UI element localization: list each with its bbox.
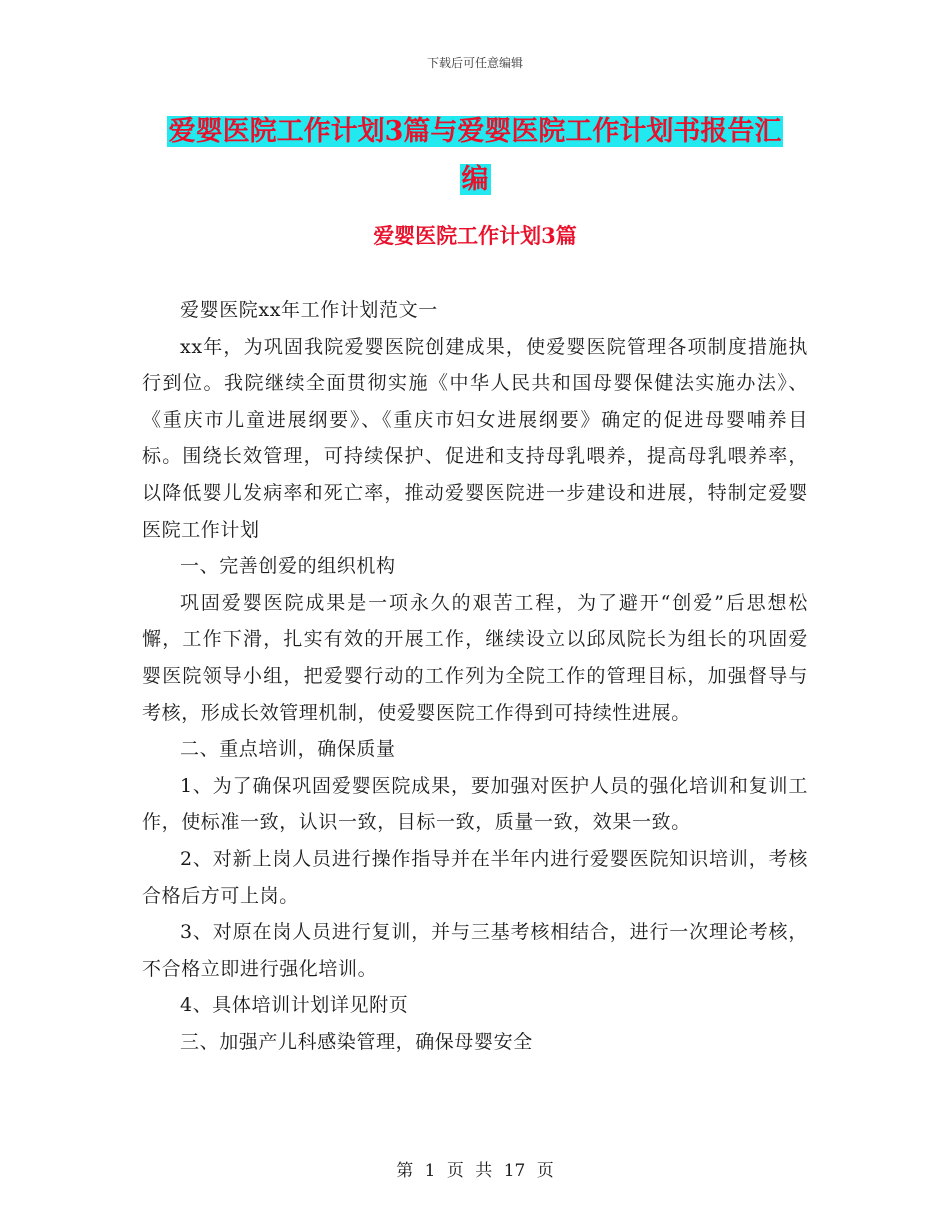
paragraph: 1、为了确保巩固爱婴医院成果，要加强对医护人员的强化培训和复训工作，使标准一致，认识一致，目标一致，质量一致，效果一致。 (142, 774, 808, 834)
section-title: 爱婴医院工作计划3篇 (373, 223, 577, 248)
paragraph: xx年，为巩固我院爱婴医院创建成果，使爱婴医院管理各项制度措施执行到位。我院继续全面贯彻实施《中华人民共和国母婴保健法实施办法》、《重庆市儿童进展纲要》、《重庆市妇女进展纲要》确定的促进母婴哺养目标。围绕长效管理，可持续保护、促进和支持母乳喂养，提高母乳喂养率，以降低婴儿发病率和死亡率，推动爱婴医院进一步建设和进展，特制定爱婴医院工作计划 (142, 335, 808, 541)
title-line-1: 爱婴医院工作计划3篇与爱婴医院工作计划书报告汇 (168, 116, 782, 147)
paragraph: 2、对新上岗人员进行操作指导并在半年内进行爱婴医院知识培训，考核合格后方可上岗。 (142, 847, 808, 907)
paragraph: 3、对原在岗人员进行复训，并与三基考核相结合，进行一次理论考核，不合格立即进行强化培训。 (142, 921, 808, 980)
paragraph: 二、重点培训，确保质量 (180, 738, 396, 761)
document-body (142, 292, 808, 1060)
title-line-2: 编 (461, 164, 489, 195)
paragraph: 一、完善创爱的组织机构 (180, 555, 396, 578)
page-number: 第 1 页 共 17 页 (396, 1161, 554, 1181)
paragraph: 4、具体培训计划详见附页 (180, 994, 409, 1017)
paragraph: 三、加强产儿科感染管理，确保母婴安全 (180, 1030, 533, 1053)
paragraph: 爱婴医院xx年工作计划范文一 (180, 299, 438, 321)
header-note: 下载后可任意编辑 (426, 56, 523, 70)
document-title (140, 108, 810, 204)
paragraph: 巩固爱婴医院成果是一项永久的艰苦工程，为了避开“创爱”后思想松懈，工作下滑，扎实有效的开展工作，继续设立以邱凤院长为组长的巩固爱婴医院领导小组，把爱婴行动的工作列为全院工作的管理目标，加强督导与考核，形成长效管理机制，使爱婴医院工作得到可持续性进展。 (142, 591, 808, 724)
